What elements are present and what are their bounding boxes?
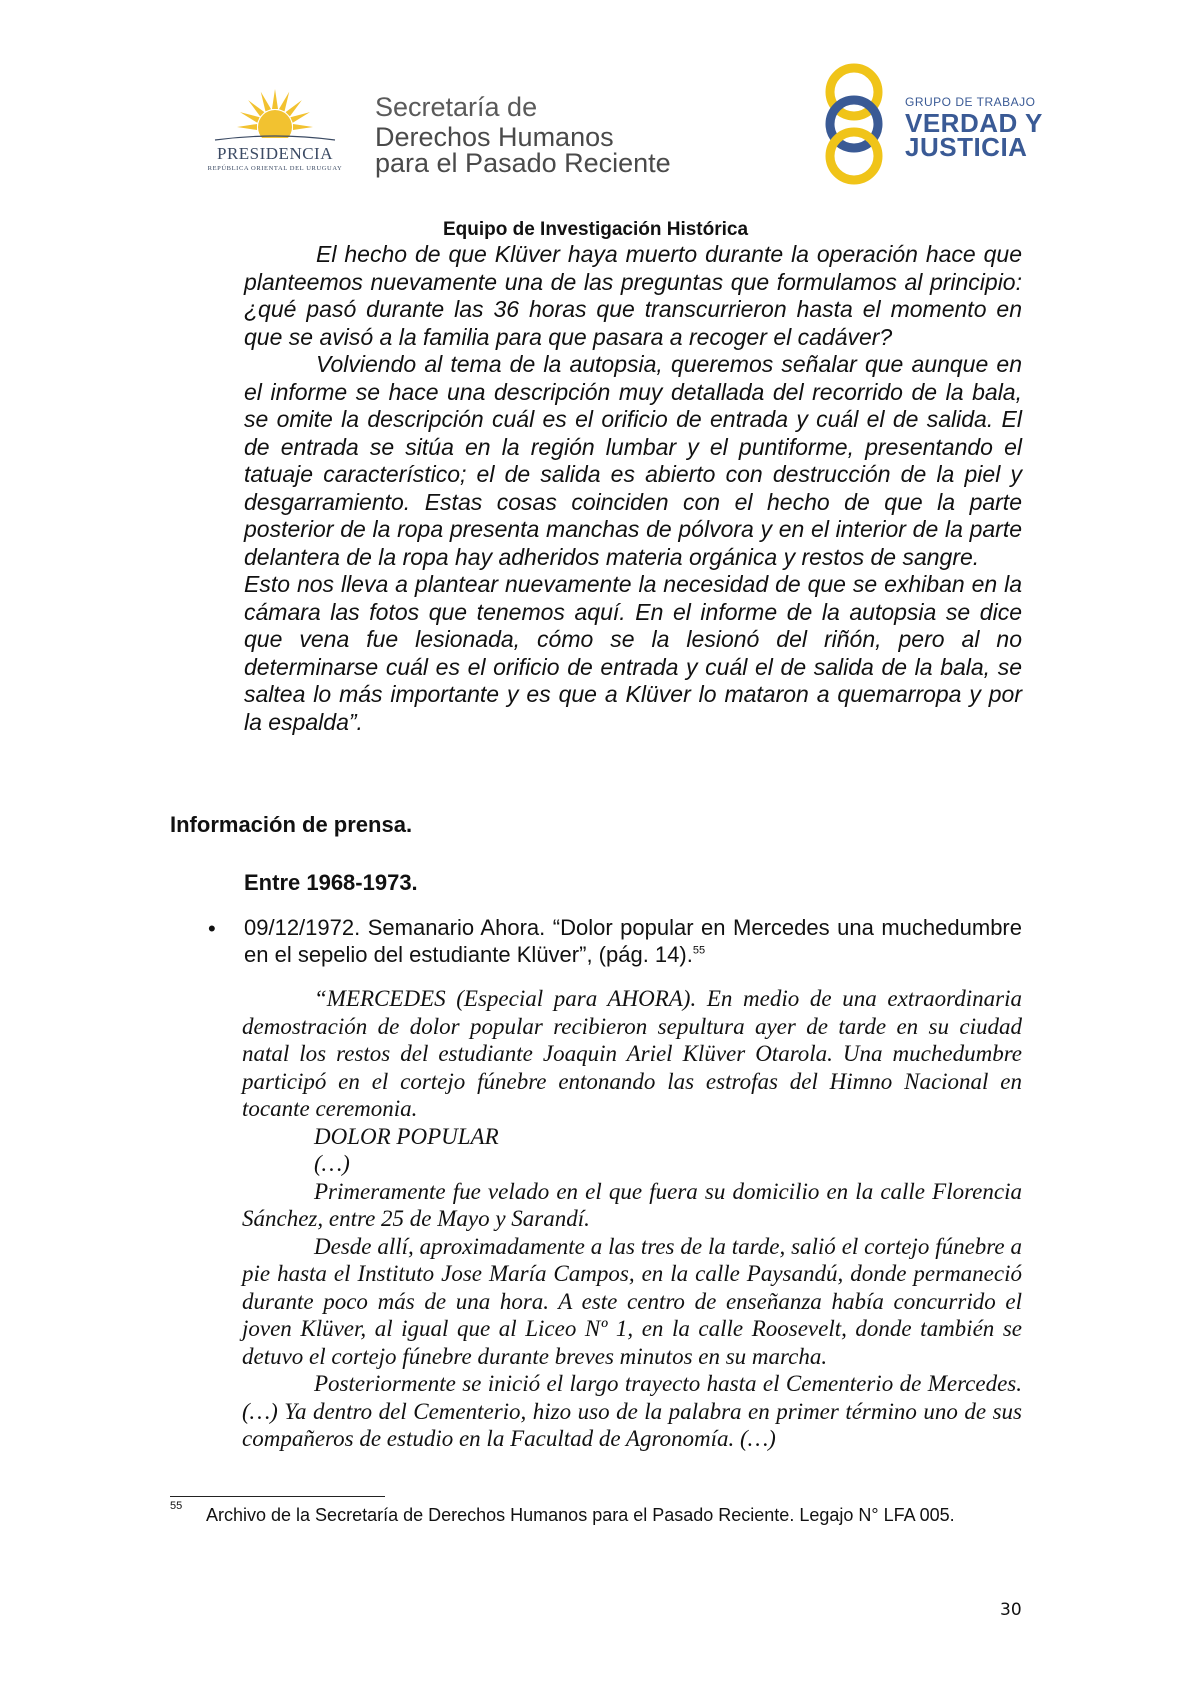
footnote-reference[interactable]: 55 [692,944,706,957]
footnote-number: 55 [170,1500,183,1512]
page-number: 30 [1000,1600,1022,1620]
quote-paragraph: “MERCEDES (Especial para AHORA). En medio de una extraordinaria demostración de dolor popular recibieron sepultura ayer de tarde en su ciudad natal los restos del estudiante Joaquin Ariel Klüver Otarola. Una muchedumbre participó en el cortejo fúnebre entonando las estrofas del Himno Nacional en tocante ceremonia. [242,986,1022,1121]
team-title: Equipo de Investigación Histórica [442,219,749,240]
sub-heading: Entre 1968-1973. [244,870,418,895]
section-heading: Información de prensa. [170,812,413,837]
presidencia-name: PRESIDENCIA [216,144,333,163]
presidencia-subtitle: REPÚBLICA ORIENTAL DEL URUGUAY [207,165,343,172]
secretaria-line-3: para el Pasado Reciente [375,148,671,178]
intro-paragraph: Volviendo al tema de la autopsia, queremos señalar que aunque en el informe se hace una descripción muy detallada del recorrido de la bala, se omite la descripción cuál es el orificio de entrada y cuál el de salida. El de entrada se sitúa en la región lumbar y el puntiforme, presentando el tatuaje característico; el de salida es abierto con destrucción de la piel y desgarramiento. Estas cosas coinciden con el hecho de que la parte posterior de la ropa presenta manchas de pólvora y en el interior de la parte delantera de la ropa hay adheridos materia orgánica y restos de sangre. [244,351,1022,570]
quote-paragraph: Primeramente fue velado en el que fuera su domicilio en la calle Florencia Sánchez, entre 25 de Mayo y Sarandí. [242,1178,1022,1231]
footnote-separator [170,1496,385,1497]
bullet-text: 09/12/1972. Semanario Ahora. “Dolor popular en Mercedes una muchedumbre en el sepelio del estudiante Klüver”, (pág. 14). [244,915,1022,967]
bullet-item [244,914,1022,968]
press-quote [242,985,1022,1453]
grupo-name-line-2: JUSTICIA [905,132,1028,162]
quote-paragraph: Posteriormente se inició el largo trayecto hasta el Cementerio de Mercedes. (…) Ya dentro del Cementerio, hizo uso de la palabra en primer término uno de sus compañeros de estudio en la Facultad de Agronomía. (…) [242,1371,1022,1451]
bullet-marker: • [208,916,216,941]
secretaria-line-2: Derechos Humanos [375,122,614,152]
verdad-justicia-rings-icon [815,62,893,187]
quote-paragraph: Desde allí, aproximadamente a las tres de la tarde, salió el cortejo fúnebre a pie hasta el Instituto Jose María Campos, en la calle Paysandú, donde permaneció durante poco más de una hora. A este centro de enseñanza había concurrido el joven Klüver, al igual que al Liceo Nº 1, en la calle Roosevelt, donde también se detuvo el cortejo fúnebre durante breves minutos en su marcha. [242,1233,1022,1369]
intro-text [244,241,1022,736]
quote-ellipsis: (…) [314,1151,350,1176]
grupo-trabajo-label: GRUPO DE TRABAJO [905,95,1036,109]
grupo-name-line-1: VERDAD Y [905,108,1043,138]
sun-emblem-icon [195,82,355,152]
secretaria-line-1: Secretaría de [375,92,538,122]
intro-paragraph: Esto nos lleva a plantear nuevamente la necesidad de que se exhiban en la cámara las fotos que tenemos aquí. En el informe de la autopsia se dice que vena fue lesionada, cómo se la lesionó del riñón, pero al no determinarse cuál es el orificio de entrada y cuál el de salida de la bala, se saltea lo más importante y es que a Klüver lo mataron a quemarropa y por la espalda”. [244,571,1022,735]
quote-subheading: DOLOR POPULAR [314,1123,499,1149]
intro-paragraph: El hecho de que Klüver haya muerto durante la operación hace que planteemos nuevamente una de las preguntas que formulamos al principio: ¿qué pasó durante las 36 horas que transcurrieron hasta el momento en que se avisó a la familia para que pasara a recoger el cadáver? [244,241,1022,350]
footnote-text: Archivo de la Secretaría de Derechos Humanos para el Pasado Reciente. Legajo N° LFA 005. [206,1505,955,1525]
